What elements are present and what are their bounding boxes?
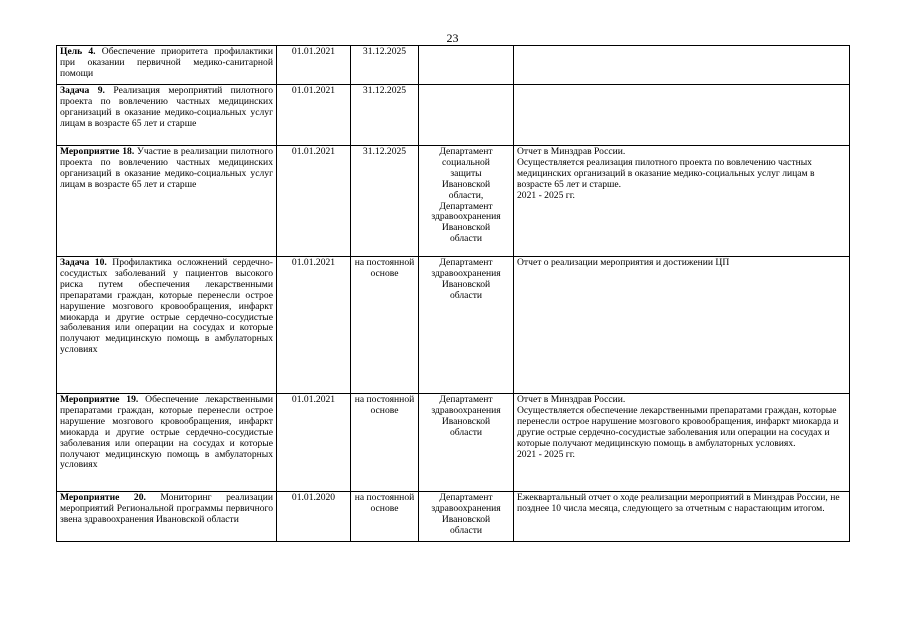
executor-line: здравоохранения	[431, 267, 501, 279]
executor-line: Департамент	[439, 146, 493, 157]
result-cell	[514, 46, 850, 85]
result-paragraph: Отчет в Минздрав России.	[517, 146, 626, 157]
executor-line: социальной	[442, 156, 490, 168]
executor-line: Ивановской	[441, 278, 491, 290]
end-date-cell: на постоянной основе	[351, 257, 419, 394]
executor-cell	[419, 146, 514, 257]
end-date-cell: 31.12.2025	[351, 146, 419, 257]
executor-line: Департамент	[439, 492, 493, 503]
result-paragraph: Отчет о реализации мероприятия и достижении ЦП	[517, 257, 730, 268]
start-date-cell: 01.01.2021	[277, 394, 351, 492]
start-date-cell: 01.01.2021	[277, 146, 351, 257]
start-date-cell: 01.01.2021	[277, 85, 351, 146]
executor-line: здравоохранения	[431, 211, 501, 223]
executor-cell	[419, 492, 514, 542]
result-paragraph: Осуществляется реализация пилотного проекта по вовлечению частных медицинских организаций в оказание медико-социальных услуг лицам в возрасте 65 лет и старше.	[517, 156, 815, 190]
result-cell	[514, 85, 850, 146]
table-row	[57, 257, 850, 394]
table-row	[57, 492, 850, 542]
measure-text: Реализация мероприятий пилотного проекта по вовлечению частных медицинских организаций в оказание медико-социальных услуг лицам в возрасте 65 лет и старше	[60, 85, 273, 129]
measure-text: Обеспечение приоритета профилактики при оказании первичной медико-санитарной помощи	[60, 46, 273, 79]
executor-line: области	[449, 524, 483, 536]
measure-name-cell	[57, 46, 277, 85]
executor-line: области	[449, 289, 483, 301]
measure-text: Профилактика осложнений сердечно-сосудистых заболеваний у пациентов высокого риска путем обеспечения лекарственными препаратами граждан, которые перенесли острое нарушение мозгового кровообращения, инфаркт миокарда и другие острые сердечно-сосудистые заболевания или операции на сосудах и которые получают медицинскую помощь в амбулаторных условиях	[60, 257, 273, 356]
end-date-cell: 31.12.2025	[351, 46, 419, 85]
result-paragraph: Ежеквартальный отчет о ходе реализации мероприятий в Минздрав России, не позднее 10 числа месяца, следующего за отчетным с нарастающим итогом.	[517, 492, 840, 514]
table-row	[57, 146, 850, 257]
result-cell	[514, 257, 850, 394]
table-row	[57, 46, 850, 85]
measure-label: Задача 9.	[60, 85, 105, 96]
end-date-cell: на постоянной основе	[351, 492, 419, 542]
result-paragraph: Отчет в Минздрав России.	[517, 394, 626, 405]
measure-name-cell	[57, 146, 277, 257]
executor-cell	[419, 46, 514, 85]
executor-line: Департамент	[439, 394, 493, 405]
start-date-cell: 01.01.2021	[277, 46, 351, 85]
executor-cell	[419, 257, 514, 394]
executor-line: здравоохранения	[431, 502, 501, 514]
executor-line: Департамент	[439, 200, 493, 212]
start-date-cell: 01.01.2021	[277, 257, 351, 394]
executor-line: Ивановской	[441, 415, 491, 427]
executor-cell	[419, 85, 514, 146]
measures-table	[56, 45, 850, 542]
executor-line: области	[449, 426, 483, 438]
end-date-cell: на постоянной основе	[351, 394, 419, 492]
result-paragraph: Осуществляется обеспечение лекарственными препаратами граждан, которые перенесли острое нарушение мозгового кровообращения, инфаркт миокарда и другие острые сердечно-сосудистые заболевания или операции на сосудах и которые получают медицинскую помощь в амбулаторных условиях.	[517, 404, 839, 449]
measure-name-cell	[57, 85, 277, 146]
executor-line: защиты	[450, 167, 482, 179]
page-number: 23	[446, 31, 459, 45]
result-cell	[514, 146, 850, 257]
measure-label: Цель 4.	[60, 46, 96, 57]
executor-line: Ивановской	[441, 178, 491, 190]
measure-text: Мониторинг реализации мероприятий Региональной программы первичного звена здравоохранения Ивановской области	[60, 492, 273, 525]
measure-label: Мероприятие 19.	[60, 394, 139, 405]
executor-line: области,	[448, 189, 484, 201]
table-row	[57, 394, 850, 492]
executor-line: Ивановской	[441, 513, 491, 525]
table-row	[57, 85, 850, 146]
executor-line: здравоохранения	[431, 404, 501, 416]
result-paragraph: 2021 - 2025 гг.	[517, 189, 575, 201]
measure-label: Мероприятие 18.	[60, 146, 135, 157]
executor-cell	[419, 394, 514, 492]
measure-label: Мероприятие 20.	[60, 492, 146, 503]
measure-name-cell	[57, 394, 277, 492]
result-cell	[514, 492, 850, 542]
measure-text: Участие в реализации пилотного проекта по вовлечению частных медицинских организаций в оказание медико-социальных услуг лицам в возрасте 65 лет и старше	[60, 146, 273, 190]
executor-line: области	[449, 233, 483, 245]
measure-label: Задача 10.	[60, 257, 107, 268]
executor-line: Ивановской	[441, 222, 491, 234]
measure-name-cell	[57, 492, 277, 542]
measure-text: Обеспечение лекарственными препаратами граждан, которые перенесли острое нарушение мозгового кровообращения, инфаркт миокарда и другие острые сердечно-сосудистые заболевания или операции на сосудах и которые получают медицинскую помощь в амбулаторных условиях	[60, 394, 273, 471]
start-date-cell: 01.01.2020	[277, 492, 351, 542]
result-cell	[514, 394, 850, 492]
measure-name-cell	[57, 257, 277, 394]
result-paragraph: 2021 - 2025 гг.	[517, 448, 575, 460]
executor-line: Департамент	[439, 257, 493, 268]
end-date-cell: 31.12.2025	[351, 85, 419, 146]
